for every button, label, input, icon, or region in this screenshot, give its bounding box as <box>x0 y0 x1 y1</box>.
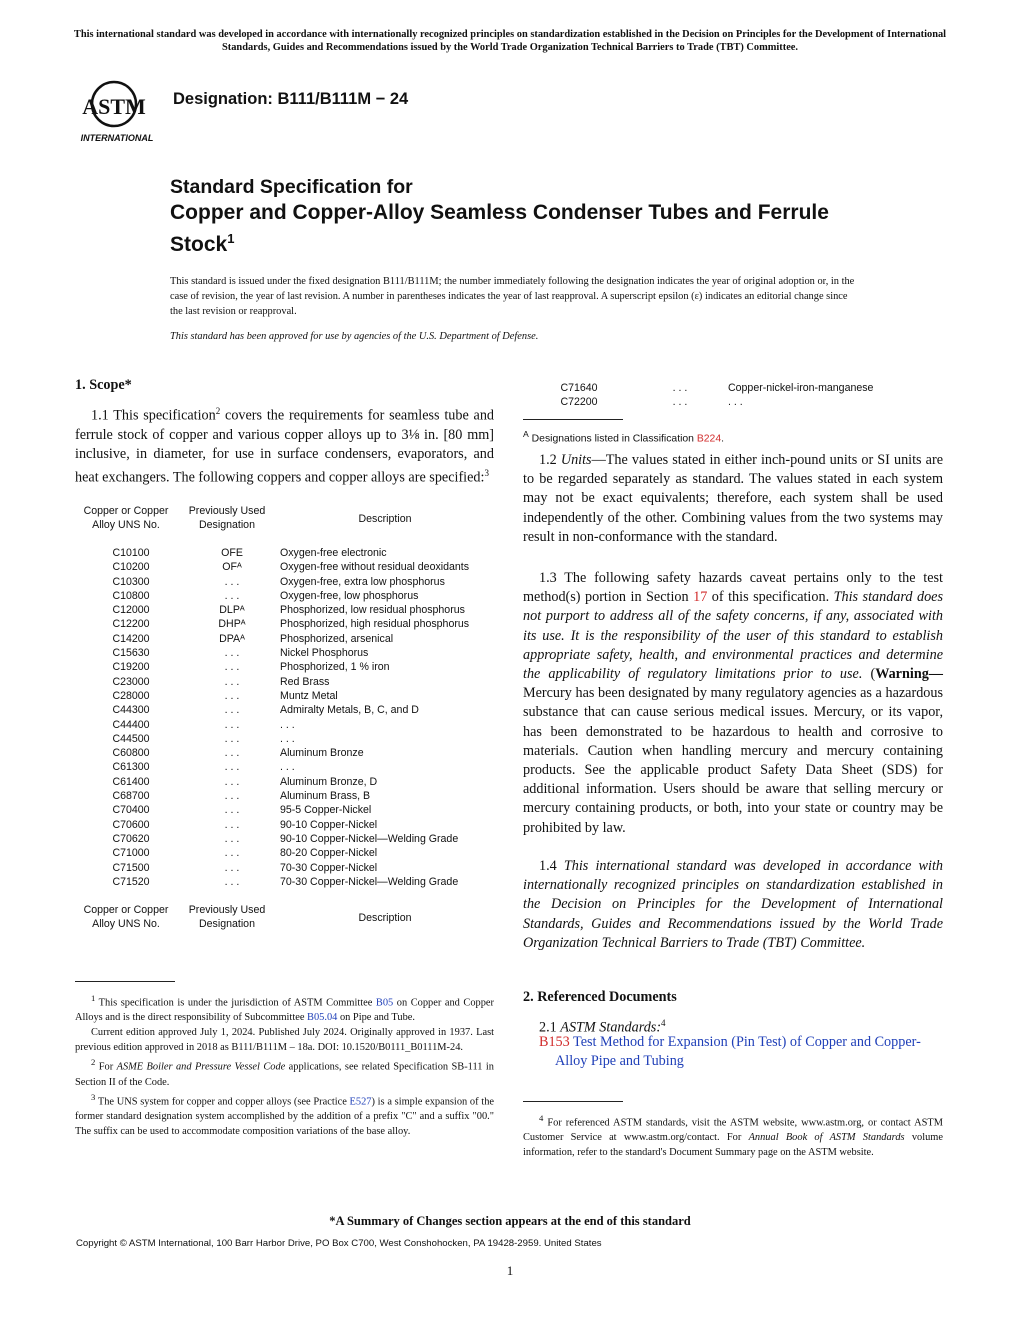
col-header-designation: Previously Used Designation <box>188 505 266 531</box>
designation-cell: . . . <box>224 689 240 702</box>
description-cell: . . . <box>280 732 295 745</box>
astm-logo-icon <box>76 78 158 144</box>
table-row <box>75 603 469 617</box>
alloy-table-continued <box>523 381 873 410</box>
table-header-continued <box>75 903 495 935</box>
designation-cell: . . . <box>224 775 240 788</box>
designation-cell: . . . <box>224 861 240 874</box>
logo-subtitle: INTERNATIONAL <box>80 133 154 143</box>
uns-number-cell: C71000 <box>112 847 150 860</box>
description-cell: Phosphorized, 1 % iron <box>280 661 390 674</box>
designation-cell: OFE <box>221 547 243 559</box>
table-row <box>75 861 469 875</box>
table-row <box>75 760 469 774</box>
uns-number-cell: C12000 <box>112 604 150 617</box>
uns-number-cell: C71640 <box>560 382 598 394</box>
scope-text-a: 1.1 This specification <box>91 407 216 424</box>
description-cell: 95-5 Copper-Nickel <box>280 804 372 817</box>
description-cell: Red Brass <box>280 675 330 688</box>
designation-cell: . . . <box>224 661 240 674</box>
section-1-heading: 1. Scope* <box>75 377 132 393</box>
table-row <box>75 832 469 846</box>
practice-e527-link[interactable]: E527 <box>349 1096 372 1108</box>
description-cell: 70-30 Copper-Nickel <box>280 861 378 874</box>
col-header-description: Description <box>358 912 412 924</box>
section-2-heading: 2. Referenced Documents <box>523 989 677 1005</box>
uns-number-cell: C19200 <box>112 661 150 674</box>
description-cell: Phosphorized, high residual phosphorus <box>280 618 470 631</box>
description-cell: Oxygen-free, extra low phosphorus <box>280 575 445 588</box>
uns-number-cell: C10100 <box>112 547 150 559</box>
table-row <box>75 775 469 789</box>
description-cell: Phosphorized, arsenical <box>280 632 394 645</box>
table-row <box>75 546 469 560</box>
designation-cell: . . . <box>672 396 688 409</box>
footnote-ref-2: 2 <box>215 406 221 416</box>
committee-link[interactable]: B05 <box>375 997 394 1009</box>
description-cell: 90-10 Copper-Nickel—Welding Grade <box>280 832 459 845</box>
designation-cell: DLPᴬ <box>219 604 245 617</box>
issue-note: This standard is issued under the fixed designation B111/B111M; the number immediately following the designation indicates the year of original adoption or, in the case of revision, the year of last revision. A number in parentheses indicates the year of last reapproval. A superscript epsilon (ε) indicates an editorial change since the last revision or reapproval. <box>170 276 855 317</box>
description-cell: Copper-nickel-iron-manganese <box>728 382 874 394</box>
description-cell: . . . <box>280 718 295 731</box>
designation-cell: OFᴬ <box>222 561 242 574</box>
uns-number-cell: C44500 <box>112 732 150 745</box>
uns-number-cell: C71500 <box>112 861 150 874</box>
description-cell: Oxygen-free without residual deoxidants <box>280 561 470 574</box>
col-header-uns: Copper or Copper Alloy UNS No. <box>83 505 169 531</box>
designation-cell: . . . <box>224 575 240 588</box>
title-line1: Standard Specification for <box>170 176 413 198</box>
designation-cell: . . . <box>224 818 240 831</box>
designation-cell: . . . <box>224 832 240 845</box>
uns-number-cell: C70600 <box>112 818 150 831</box>
designation-cell: . . . <box>224 675 240 688</box>
footnote-ref-3: 3 <box>484 468 489 479</box>
description-cell: 80-20 Copper-Nickel <box>280 847 378 860</box>
uns-number-cell: C10800 <box>112 589 150 602</box>
intl-paragraph: 1.4 This international standard was developed in accordance with internationally recognized principles on standardization established in the Decision on Principles for the Development of International Standards, Guides and Recommendations issued by the World Trade Organization Technical Barriers to Trade (TBT) Committee. <box>523 858 943 951</box>
table-row <box>75 560 469 574</box>
col-header-description: Description <box>358 513 412 525</box>
table-row <box>75 689 469 703</box>
designation-cell: . . . <box>224 704 240 717</box>
table-row <box>75 789 469 803</box>
top-notice: This international standard was developed in accordance with internationally recognized principles on standardization established in the Decision on Principles for the Development of International Standards, Guides and Recommendations issued by the World Trade Organization Technical Barriers to Trade (TBT) Committee. <box>73 29 947 53</box>
table-row <box>523 395 873 409</box>
table-row <box>75 589 469 603</box>
table-row <box>75 575 469 589</box>
scope-paragraph <box>75 402 494 488</box>
designation-cell: . . . <box>224 647 240 660</box>
description-cell: Oxygen-free electronic <box>280 547 387 559</box>
description-cell: Nickel Phosphorus <box>280 647 369 660</box>
uns-number-cell: C28000 <box>112 689 150 702</box>
description-cell: 90-10 Copper-Nickel <box>280 818 378 831</box>
uns-number-cell: C61400 <box>112 775 150 788</box>
uns-number-cell: C23000 <box>112 675 150 688</box>
uns-number-cell: C70400 <box>112 804 150 817</box>
designation-cell: DHPᴬ <box>218 618 246 631</box>
b153-title[interactable]: Test Method for Expansion (Pin Test) of Copper and Copper-Alloy Pipe and Tubing <box>555 1034 921 1070</box>
designation-cell: . . . <box>224 790 240 803</box>
table-header <box>75 504 495 536</box>
alloy-table <box>75 546 469 889</box>
description-cell: Oxygen-free, low phosphorus <box>280 589 419 602</box>
units-paragraph: 1.2 Units—The values stated in either inch-pound units or SI units are to be regarded separately as standard. The values stated in each system may not be exact equivalents; therefore, each system shall be used independently of the other. Combining values from the two systems may result in non-conformance with the standard. <box>523 452 943 545</box>
table-row <box>75 803 469 817</box>
astm-standards-label: 2.1 ASTM Standards:$^4$ <box>539 1018 666 1036</box>
table-footnote-rule <box>523 419 623 420</box>
subcommittee-link[interactable]: B05.04 <box>307 1012 338 1024</box>
uns-number-cell: C68700 <box>112 790 150 803</box>
uns-number-cell: C10200 <box>112 561 150 574</box>
reference-b153[interactable] <box>523 1033 943 1071</box>
description-cell: Aluminum Bronze <box>280 747 364 760</box>
scope-text-b: covers the requirements for seamless tube and ferrule stock of copper and various copper alloys up to 3⅛ in. [80 mm] inclusive, in diameter, for use in surface condensers, evaporators, and heat exchangers. The following coppers and copper alloys are specified: <box>75 407 495 487</box>
description-cell: Admiralty Metals, B, C, and D <box>280 704 419 717</box>
uns-number-cell: C15630 <box>112 647 150 660</box>
description-cell: Aluminum Bronze, D <box>280 775 378 788</box>
designation-cell: . . . <box>224 761 240 774</box>
title-footnote-mark: 1 <box>227 231 235 246</box>
b224-link[interactable]: B224 <box>696 433 722 445</box>
description-cell: Aluminum Brass, B <box>280 790 371 803</box>
document-title <box>170 200 870 258</box>
designation-cell: . . . <box>224 875 240 888</box>
footnote-rule <box>75 981 175 982</box>
uns-number-cell: C44400 <box>112 718 150 731</box>
table-row <box>523 381 873 395</box>
table-row <box>75 746 469 760</box>
uns-number-cell: C12200 <box>112 618 150 631</box>
astm-logo <box>76 78 158 144</box>
description-cell: . . . <box>280 761 295 774</box>
uns-number-cell: C72200 <box>560 396 598 409</box>
uns-number-cell: C10300 <box>112 575 150 588</box>
designation: Designation: B111/B111M − 24 <box>173 90 409 108</box>
title-main: Copper and Copper-Alloy Seamless Condenser Tubes and Ferrule Stock <box>170 201 829 256</box>
table-row <box>75 632 469 646</box>
logo-wordmark: ASTM <box>82 94 146 119</box>
table-row <box>75 875 469 889</box>
table-row <box>75 846 469 860</box>
page-number: 1 <box>506 1263 514 1278</box>
designation-cell: . . . <box>224 589 240 602</box>
description-cell: 70-30 Copper-Nickel—Welding Grade <box>280 875 459 888</box>
footnote-1-edition: Current edition approved July 1, 2024. Published July 2024. Originally approved in 1937. Last previous edition approved in 2018 as B111/B111M – 18a. DOI: 10.1520/B0111_B0111M-24. <box>75 1027 494 1054</box>
section-17-link[interactable]: 17 <box>693 589 708 606</box>
table-footnote: $^A$ Designations listed in Classification B224. <box>523 429 725 445</box>
designation-cell: . . . <box>224 718 240 731</box>
uns-number-cell: C44300 <box>112 704 150 717</box>
description-cell: Phosphorized, low residual phosphorus <box>280 604 465 617</box>
designation-cell: . . . <box>224 847 240 860</box>
designation-cell: DPAᴬ <box>219 632 245 645</box>
col-header-designation: Previously Used Designation <box>188 904 266 930</box>
designation-cell: . . . <box>224 747 240 760</box>
col-header-uns: Copper or Copper Alloy UNS No. <box>83 904 169 930</box>
footnote-1: $^1$ This specification is under the jurisdiction of ASTM Committee B05 on Copper and Copper Alloys and is the direct responsibility of Subcommittee B05.04 on Pipe and Tube. <box>75 993 494 1024</box>
table-row <box>75 675 469 689</box>
copyright: Copyright © ASTM International, 100 Barr Harbor Drive, PO Box C700, West Conshohocken, PA 19428-2959. United States <box>76 1238 602 1249</box>
footnote-2: $^2$ For ASME Boiler and Pressure Vessel Code applications, see related Specification SB-111 in Section II of the Code. <box>75 1057 494 1088</box>
designation-cell: . . . <box>224 804 240 817</box>
table-row <box>75 818 469 832</box>
table-row <box>75 703 469 717</box>
table-row <box>75 646 469 660</box>
uns-number-cell: C71520 <box>112 875 150 888</box>
footnote-rule-right <box>523 1101 623 1102</box>
uns-number-cell: C14200 <box>112 632 150 645</box>
footnotes-left <box>75 991 494 1139</box>
summary-of-changes-note: *A Summary of Changes section appears at the end of this standard <box>329 1214 691 1228</box>
dod-approval-note: This standard has been approved for use by agencies of the U.S. Department of Defense. <box>170 331 539 342</box>
designation-cell: . . . <box>672 382 688 394</box>
description-cell: Muntz Metal <box>280 689 338 702</box>
table-row <box>75 718 469 732</box>
table-row <box>75 732 469 746</box>
b153-code[interactable]: B153 <box>539 1034 570 1050</box>
footnote-4: $^4$ For referenced ASTM standards, visit the ASTM website, www.astm.org, or contact ASTM Customer Service at www.astm.org/contact. For Annual Book of ASTM Standards volume information, refer to the standard's Document Summary page on the ASTM website. <box>523 1113 943 1159</box>
table-row <box>75 617 469 631</box>
uns-number-cell: C70620 <box>112 832 150 845</box>
safety-paragraph: 1.3 The following safety hazards caveat pertains only to the test method(s) portion in Section 17 of this specification. This standard does not purport to address all of the safety concerns, if any, associated with its use. It is the responsibility of the user of this standard to establish appropriate safety, health, and environmental practices and determine the applicability of regulatory limitations prior to use. (Warning—Mercury has been designated by many regulatory agencies as a hazardous substance that can cause serious medical issues. Mercury, or its vapor, has been demonstrated to be hazardous to health and corrosive to materials. Caution when handling mercury and mercury containing products. See the applicable product Safety Data Sheet (SDS) for additional information. Users should be aware that selling mercury or mercury containing products, or both, into your state or country may be prohibited by law. <box>523 570 943 836</box>
uns-number-cell: C61300 <box>112 761 150 774</box>
designation-cell: . . . <box>224 732 240 745</box>
table-row <box>75 660 469 674</box>
description-cell: . . . <box>728 396 743 409</box>
footnote-3: $^3$ The UNS system for copper and copper alloys (see Practice E527) is a simple expansion of the former standard designation system accomplished by the addition of a prefix "C" and a suffix "00." The suffix can be used to accommodate composition variations of the base alloy. <box>75 1091 494 1138</box>
uns-number-cell: C60800 <box>112 747 150 760</box>
